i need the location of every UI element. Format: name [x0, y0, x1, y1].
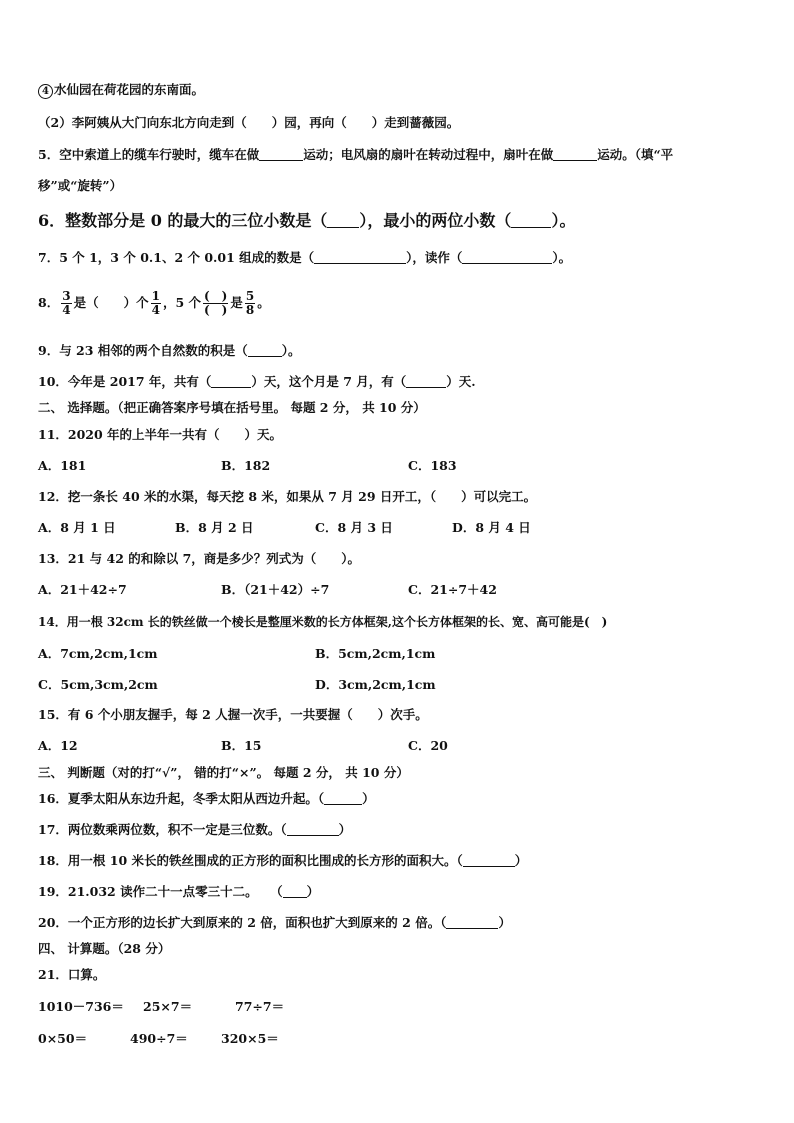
option-d[interactable]: D．8 月 4 日	[452, 520, 531, 535]
option-b[interactable]: B．15	[221, 738, 262, 753]
question-19: 19．21.032 读作二十一点零三十二。 （ ）	[38, 884, 320, 899]
answer-blank[interactable]	[211, 375, 251, 388]
section-heading-2: 二、 选择题。（把正确答案序号填在括号里。 每题 2 分， 共 10 分）	[38, 400, 426, 415]
option-b[interactable]: B．5cm,2cm,1cm	[315, 646, 436, 661]
question-21: 21．口算。	[38, 967, 106, 982]
question-8: 8． $\frac{3}{4}$ 是（ ）个 $\frac{1}{4}$ ，5 个 $\frac{( )}{( )}$ 是 $\frac{5}{8}$ 。	[38, 289, 270, 317]
fraction: $\frac{1}{4}$	[151, 289, 160, 317]
option-a[interactable]: A．8 月 1 日	[38, 520, 116, 535]
fraction: $\frac{5}{8}$	[245, 289, 255, 317]
option-b[interactable]: B．8 月 2 日	[175, 520, 254, 535]
calc-item: 320×5＝	[221, 1031, 279, 1046]
calc-item: 0×50＝	[38, 1031, 88, 1046]
option-c[interactable]: C．183	[408, 458, 457, 473]
section-heading-3: 三、 判断题（对的打“√”， 错的打“×”。 每题 2 分， 共 10 分）	[38, 765, 409, 780]
answer-blank[interactable]	[462, 251, 552, 264]
option-d[interactable]: D．3cm,2cm,1cm	[315, 677, 436, 692]
fraction-blank[interactable]: $\frac{( )}{( )}$	[204, 289, 228, 317]
question-20: 20．一个正方形的边长扩大到原来的 2 倍，面积也扩大到原来的 2 倍。（ ）	[38, 915, 511, 930]
question-16: 16．夏季太阳从东边升起，冬季太阳从西边升起。（ ）	[38, 791, 375, 806]
question-6: 6．整数部分是 0 的最大的三位小数是（ ），最小的两位小数（ ）。	[38, 211, 576, 230]
question-2-sub: （2）李阿姨从大门向东北方向走到（ ）园，再向（ ）走到蔷薇园。	[38, 115, 460, 130]
question-5-cont: 移”或“旋转”）	[38, 178, 123, 193]
question-7: 7．5 个 1，3 个 0.1、2 个 0.01 组成的数是（ ），读作（ ）。	[38, 250, 572, 265]
option-b[interactable]: B．182	[221, 458, 271, 473]
question-12: 12．挖一条长 40 米的水渠，每天挖 8 米，如果从 7 月 29 日开工，（ ）可以完工。	[38, 489, 537, 504]
question-10: 10．今年是 2017 年，共有（ ）天，这个月是 7 月，有（ ）天.	[38, 374, 476, 389]
section-heading-4: 四、 计算题。（28 分）	[38, 941, 171, 956]
answer-blank[interactable]	[406, 375, 446, 388]
option-a[interactable]: A．12	[38, 738, 78, 753]
circled-number-icon: 4	[38, 84, 53, 99]
answer-blank[interactable]	[553, 148, 597, 161]
question-18: 18．用一根 10 米长的铁丝围成的正方形的面积比围成的长方形的面积大。（ ）	[38, 853, 528, 868]
question-5: 5．空中索道上的缆车行驶时，缆车在做 运动；电风扇的扇叶在转动过程中，扇叶在做 运动。（填“平	[38, 147, 674, 162]
question-14: 14．用一根 32cm 长的铁丝做一个棱长是整厘米数的长方体框架,这个长方体框架的长、宽、高可能是( )	[38, 615, 608, 629]
option-a[interactable]: A．181	[38, 458, 87, 473]
question-11: 11．2020 年的上半年一共有（ ）天。	[38, 427, 283, 442]
option-b[interactable]: B．（21＋42）÷7	[221, 582, 330, 597]
answer-blank[interactable]	[259, 148, 303, 161]
answer-blank[interactable]	[327, 212, 359, 228]
option-a[interactable]: A．21＋42÷7	[38, 582, 127, 597]
option-c[interactable]: C．8 月 3 日	[315, 520, 393, 535]
answer-blank[interactable]	[324, 792, 362, 805]
statement-4: 4 水仙园在荷花园的东南面。	[38, 82, 204, 99]
question-13: 13．21 与 42 的和除以 7，商是多少？列式为（ ）。	[38, 551, 361, 566]
option-c[interactable]: C．20	[408, 738, 448, 753]
calc-item: 25×7＝	[143, 999, 193, 1014]
fraction: $\frac{3}{4}$	[62, 289, 71, 317]
calc-item: 77÷7＝	[235, 999, 285, 1014]
question-15: 15．有 6 个小朋友握手，每 2 人握一次手，一共要握（ ）次手。	[38, 707, 428, 722]
answer-blank[interactable]	[511, 212, 551, 228]
answer-blank[interactable]	[287, 823, 339, 836]
calc-item: 490÷7＝	[130, 1031, 188, 1046]
option-c[interactable]: C．21÷7＋42	[408, 582, 497, 597]
answer-blank[interactable]	[463, 854, 515, 867]
answer-blank[interactable]	[314, 251, 406, 264]
option-c[interactable]: C．5cm,3cm,2cm	[38, 677, 158, 692]
question-9: 9．与 23 相邻的两个自然数的积是（ ）。	[38, 343, 301, 358]
answer-blank[interactable]	[248, 344, 282, 357]
answer-blank[interactable]	[283, 885, 307, 898]
option-a[interactable]: A．7cm,2cm,1cm	[38, 646, 158, 661]
calc-item: 1010－736＝	[38, 999, 124, 1014]
question-17: 17．两位数乘两位数，积不一定是三位数。（ ）	[38, 822, 352, 837]
answer-blank[interactable]	[446, 916, 498, 929]
